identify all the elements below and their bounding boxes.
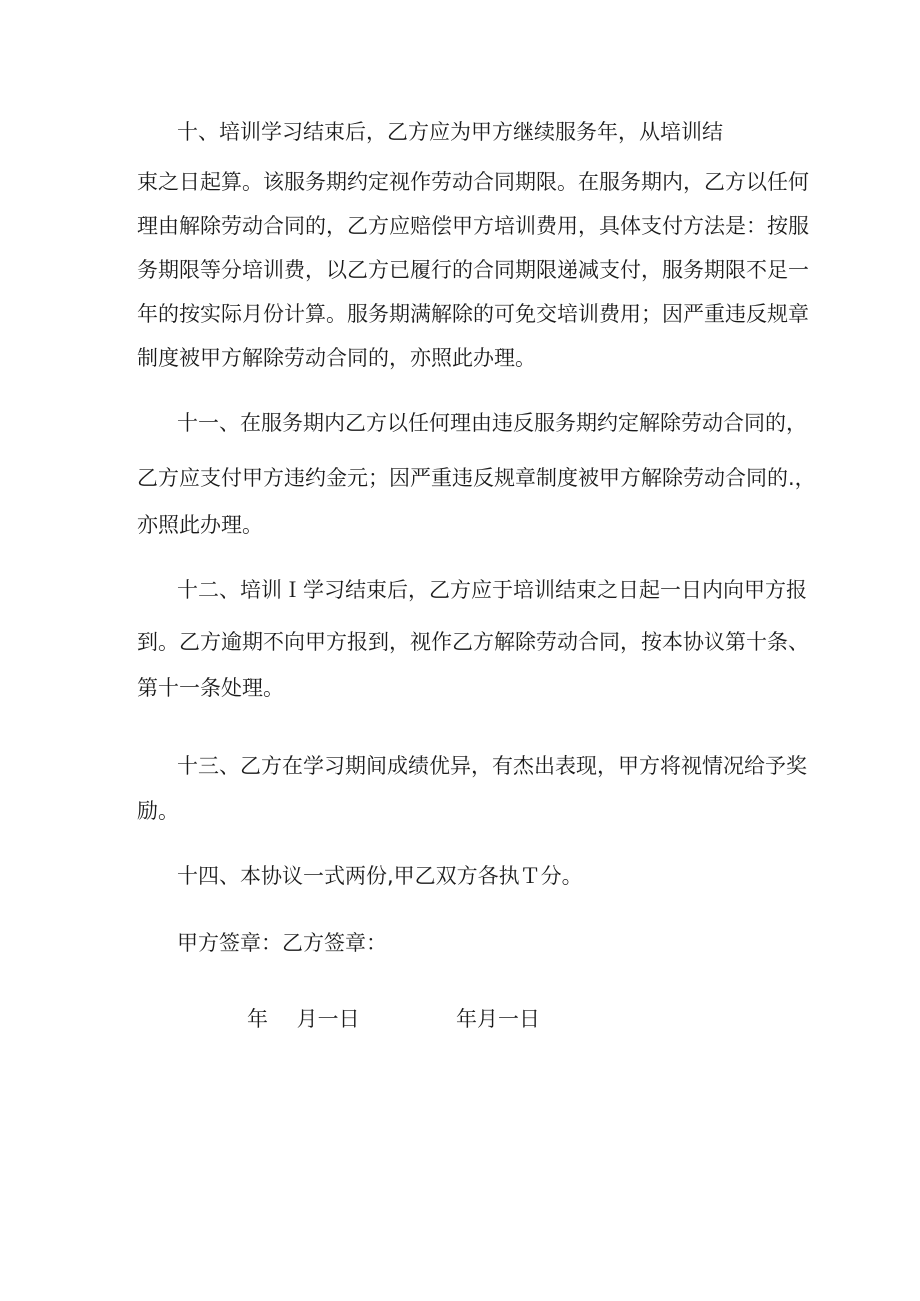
clause-10-line-1: 十、培训学习结束后，乙方应为甲方继续服务年，从培训结	[177, 120, 723, 144]
clause-13-line-2: 励。	[137, 799, 179, 823]
clause-10-line-3: 理由解除劳动合同的，乙方应赔偿甲方培训费用，具体支付方法是：按服	[137, 214, 809, 238]
clause-10-line-6: 制度被甲方解除劳动合同的，亦照此办理。	[137, 346, 536, 370]
signature-line: 甲方签章：乙方签章：	[177, 931, 387, 955]
clause-14-line-1: 十四、本协议一式两份,甲乙双方各执Ｔ分。	[177, 864, 583, 888]
clause-10-line-4: 务期限等分培训费，以乙方已履行的合同期限递减支付，服务期限不足一	[137, 258, 809, 282]
clause-11-line-3: 亦照此办理。	[137, 513, 263, 537]
clause-13-line-1: 十三、乙方在学习期间成绩优异，有杰出表现，甲方将视情况给予奖	[177, 754, 807, 778]
clause-11-line-1: 十一、在服务期内乙方以任何理由违反服务期约定解除劳动合同的，	[177, 411, 807, 435]
clause-12-line-2: 到。乙方逾期不向甲方报到，视作乙方解除劳动合同，按本协议第十条、	[137, 630, 809, 654]
clause-11-line-2: 乙方应支付甲方违约金元；因严重违反规章制度被甲方解除劳动合同的.，	[137, 466, 816, 490]
clause-12-line-3: 第十一条处理。	[137, 676, 284, 700]
clause-10-line-5: 年的按实际月份计算。服务期满解除的可免交培训费用；因严重违反规章	[137, 302, 809, 326]
clause-12-line-1: 十二、培训Ｉ学习结束后，乙方应于培训结束之日起一日内向甲方报	[177, 578, 807, 602]
clause-10-line-2: 束之日起算。该服务期约定视作劳动合同期限。在服务期内，乙方以任何	[137, 170, 809, 194]
party-a-date: 年 月一日	[247, 1007, 360, 1031]
party-b-date: 年月一日	[456, 1007, 540, 1031]
